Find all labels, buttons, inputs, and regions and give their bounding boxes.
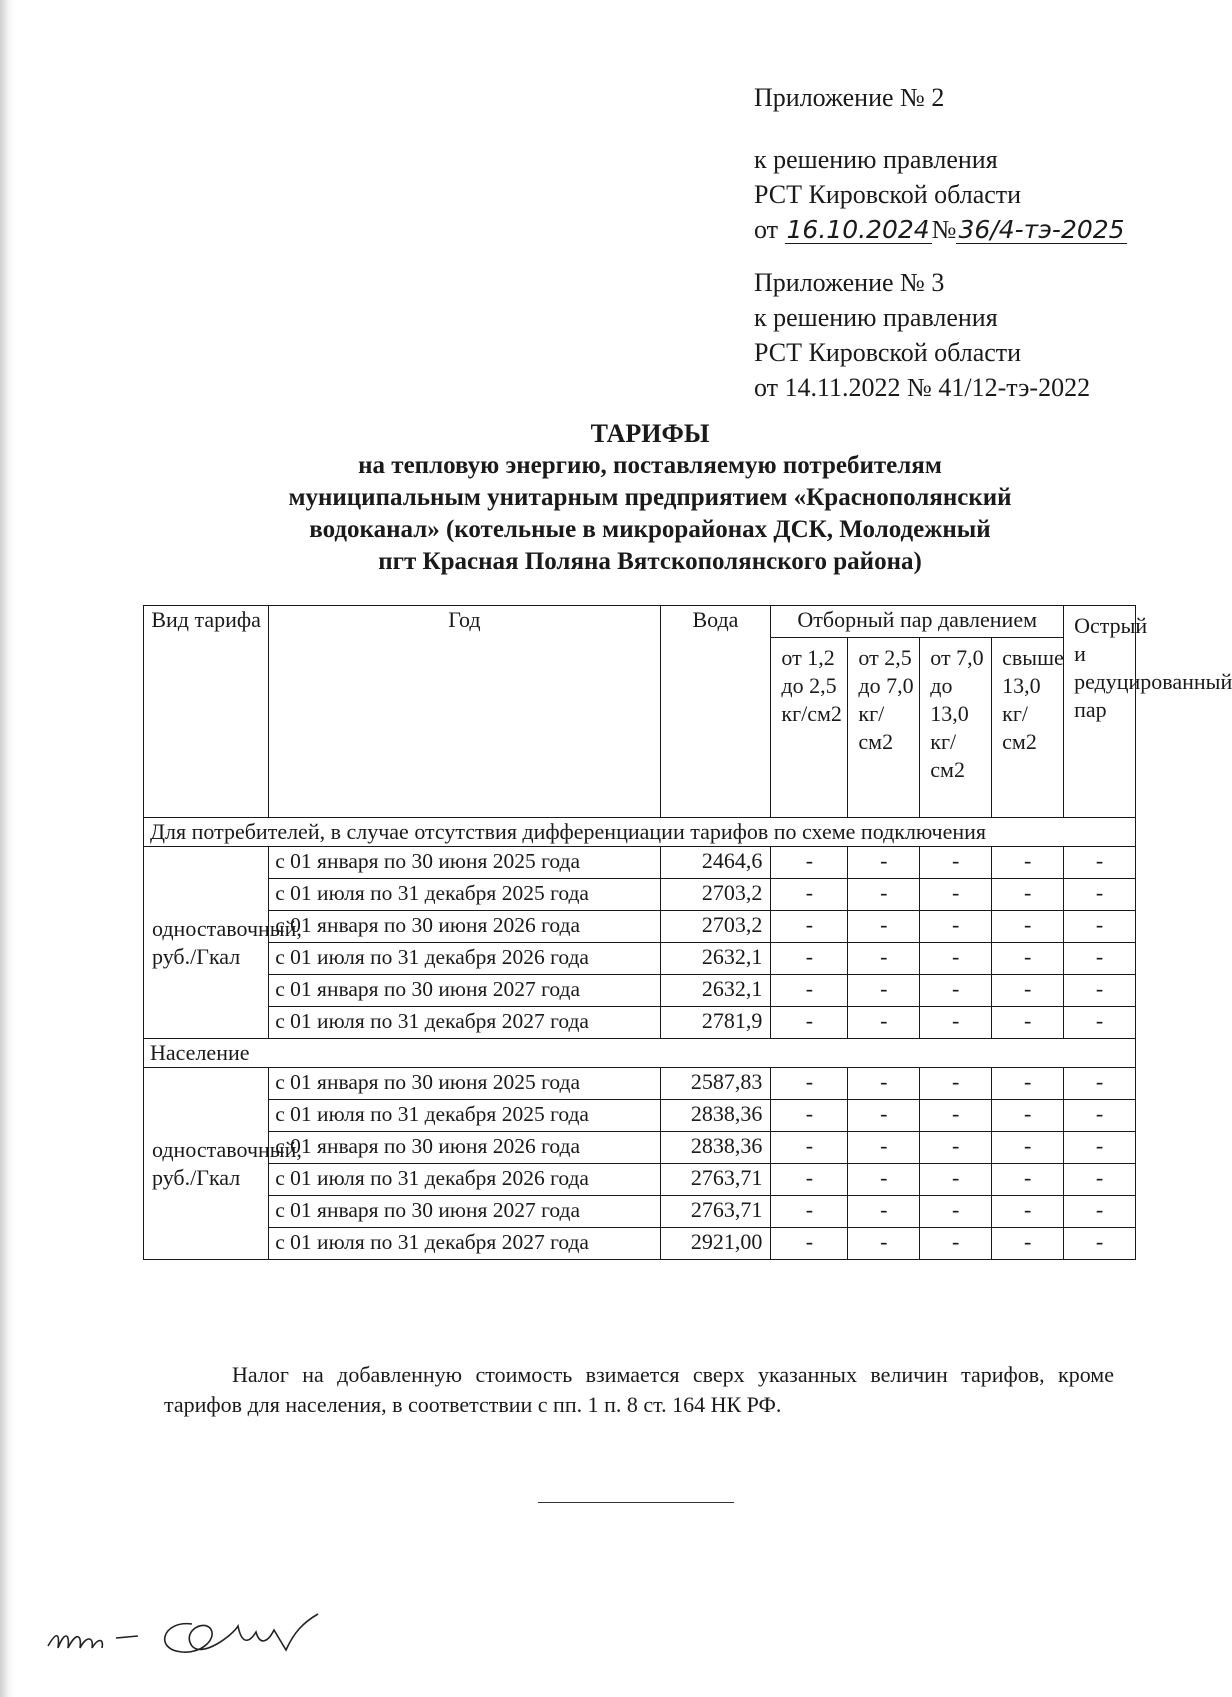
steam-2-cell: - <box>848 975 920 1007</box>
table-row <box>144 1100 1136 1132</box>
steam-3-cell: - <box>920 847 992 879</box>
header-vid-tarifa: Вид тарифа <box>144 606 269 818</box>
steam-4-cell: - <box>992 847 1064 879</box>
steam-1-cell: - <box>771 911 848 943</box>
sharp-steam-cell: - <box>1064 911 1136 943</box>
appendix-3-line2: РСТ Кировской области <box>754 338 1022 367</box>
header-steam-1-2-5: от 1,2 до 2,5 кг/см2 <box>771 638 848 818</box>
period-cell: с 01 января по 30 июня 2026 года <box>269 911 660 943</box>
steam-3-cell: - <box>920 1196 992 1228</box>
header-steam-over-13: свыше 13,0 кг/см2 <box>992 638 1064 818</box>
appendix-2-handwritten-date: 16.10.2024 <box>786 215 930 244</box>
steam-1-cell: - <box>771 879 848 911</box>
period-cell: с 01 июля по 31 декабря 2027 года <box>269 1228 660 1260</box>
heading-title: ТАРИФЫ <box>590 419 710 448</box>
sharp-steam-cell: - <box>1064 1068 1136 1100</box>
period-cell: с 01 января по 30 июня 2027 года <box>269 1196 660 1228</box>
table-row <box>144 1196 1136 1228</box>
water-tariff-cell: 2921,00 <box>660 1228 771 1260</box>
table-row <box>144 1068 1136 1100</box>
steam-2-cell: - <box>848 847 920 879</box>
section-header: Для потребителей, в случае отсутствия дифференциации тарифов по схеме подключения <box>144 818 1136 847</box>
sharp-steam-cell: - <box>1064 1164 1136 1196</box>
header-sharp-steam: Острый и редуцированный пар <box>1064 606 1136 818</box>
tariff-type-cell: одноставочный, руб./Гкал <box>144 1068 269 1260</box>
appendix-2-from-label: от <box>754 215 779 244</box>
header-steam-pressure: Отборный пар давлением <box>771 606 1064 638</box>
water-tariff-cell: 2587,83 <box>660 1068 771 1100</box>
water-tariff-cell: 2703,2 <box>660 911 771 943</box>
sharp-steam-cell: - <box>1064 879 1136 911</box>
steam-2-cell: - <box>848 1196 920 1228</box>
steam-3-cell: - <box>920 975 992 1007</box>
steam-2-cell: - <box>848 1164 920 1196</box>
steam-1-cell: - <box>771 1164 848 1196</box>
steam-2-cell: - <box>848 943 920 975</box>
steam-4-cell: - <box>992 1196 1064 1228</box>
sharp-steam-cell: - <box>1064 975 1136 1007</box>
steam-1-cell: - <box>771 1068 848 1100</box>
vat-note: Налог на добавленную стоимость взимается сверх указанных величин тарифов, кроме тарифов для населения, в соответствии с пп. 1 п. 8 ст. 164 НК РФ. <box>164 1362 1114 1417</box>
steam-2-cell: - <box>848 911 920 943</box>
steam-3-cell: - <box>920 1132 992 1164</box>
period-cell: с 01 июля по 31 декабря 2026 года <box>269 1164 660 1196</box>
steam-1-cell: - <box>771 847 848 879</box>
water-tariff-cell: 2703,2 <box>660 879 771 911</box>
header-god: Год <box>269 606 660 818</box>
water-tariff-cell: 2781,9 <box>660 1007 771 1039</box>
steam-4-cell: - <box>992 1100 1064 1132</box>
steam-1-cell: - <box>771 1196 848 1228</box>
heading-line2: муниципальным унитарным предприятием «Краснополянский <box>288 484 1012 511</box>
steam-3-cell: - <box>920 1007 992 1039</box>
steam-3-cell: - <box>920 1100 992 1132</box>
appendix-2-number-label: № <box>931 215 957 244</box>
steam-1-cell: - <box>771 1100 848 1132</box>
table-row <box>144 1007 1136 1039</box>
table-row <box>144 1228 1136 1260</box>
period-cell: с 01 января по 30 июня 2025 года <box>269 1068 660 1100</box>
appendix-2-title: Приложение № 2 <box>754 83 945 112</box>
period-cell: с 01 января по 30 июня 2025 года <box>269 847 660 879</box>
steam-1-cell: - <box>771 1228 848 1260</box>
water-tariff-cell: 2763,71 <box>660 1164 771 1196</box>
steam-2-cell: - <box>848 1132 920 1164</box>
sharp-steam-cell: - <box>1064 1228 1136 1260</box>
sharp-steam-cell: - <box>1064 1132 1136 1164</box>
steam-2-cell: - <box>848 1007 920 1039</box>
steam-2-cell: - <box>848 1228 920 1260</box>
handwritten-signature <box>42 1602 332 1664</box>
section-header: Население <box>144 1039 1136 1068</box>
table-row <box>144 1164 1136 1196</box>
period-cell: с 01 января по 30 июня 2026 года <box>269 1132 660 1164</box>
period-cell: с 01 июля по 31 декабря 2027 года <box>269 1007 660 1039</box>
period-cell: с 01 января по 30 июня 2027 года <box>269 975 660 1007</box>
table-row <box>144 943 1136 975</box>
water-tariff-cell: 2763,71 <box>660 1196 771 1228</box>
appendix-2-line2: РСТ Кировской области <box>754 180 1022 209</box>
steam-1-cell: - <box>771 943 848 975</box>
appendix-2-handwritten-number: 36/4-тэ-2025 <box>958 215 1125 244</box>
steam-4-cell: - <box>992 975 1064 1007</box>
appendix-3-line1: к решению правления <box>754 303 998 332</box>
steam-4-cell: - <box>992 911 1064 943</box>
heading-line3: водоканал» (котельные в микрорайонах ДСК, Молодежный <box>309 516 991 543</box>
period-cell: с 01 июля по 31 декабря 2025 года <box>269 879 660 911</box>
appendix-2-line3 <box>754 212 1127 247</box>
appendix-3-title: Приложение № 3 <box>754 268 945 297</box>
steam-2-cell: - <box>848 1068 920 1100</box>
appendix-3-line3: от 14.11.2022 № 41/12-тэ-2022 <box>754 373 1091 402</box>
steam-1-cell: - <box>771 1132 848 1164</box>
steam-2-cell: - <box>848 1100 920 1132</box>
scan-edge-shadow <box>0 0 14 1697</box>
steam-3-cell: - <box>920 1068 992 1100</box>
table-row <box>144 879 1136 911</box>
steam-4-cell: - <box>992 1132 1064 1164</box>
tariff-type-cell: одноставочный, руб./Гкал <box>144 847 269 1039</box>
appendix-3-block <box>754 265 1090 405</box>
appendix-2-line1: к решению правления <box>754 145 998 174</box>
water-tariff-cell: 2632,1 <box>660 975 771 1007</box>
sharp-steam-cell: - <box>1064 1196 1136 1228</box>
steam-3-cell: - <box>920 943 992 975</box>
heading-line1: на тепловую энергию, поставляемую потребителям <box>358 452 942 479</box>
steam-1-cell: - <box>771 1007 848 1039</box>
table-row <box>144 911 1136 943</box>
steam-4-cell: - <box>992 1228 1064 1260</box>
header-steam-7-13: от 7,0 до 13,0 кг/см2 <box>920 638 992 818</box>
steam-3-cell: - <box>920 911 992 943</box>
sharp-steam-cell: - <box>1064 1007 1136 1039</box>
water-tariff-cell: 2838,36 <box>660 1132 771 1164</box>
sharp-steam-cell: - <box>1064 847 1136 879</box>
steam-3-cell: - <box>920 1228 992 1260</box>
header-steam-2-5-7: от 2,5 до 7,0 кг/см2 <box>848 638 920 818</box>
sharp-steam-cell: - <box>1064 943 1136 975</box>
table-row <box>144 847 1136 879</box>
sharp-steam-cell: - <box>1064 1100 1136 1132</box>
appendix-2-block <box>754 80 1127 247</box>
document-heading <box>140 418 1160 578</box>
period-cell: с 01 июля по 31 декабря 2026 года <box>269 943 660 975</box>
water-tariff-cell: 2838,36 <box>660 1100 771 1132</box>
water-tariff-cell: 2464,6 <box>660 847 771 879</box>
steam-4-cell: - <box>992 1164 1064 1196</box>
tariffs-table <box>143 605 1232 1260</box>
steam-2-cell: - <box>848 879 920 911</box>
heading-line4: пгт Красная Поляна Вятскополянского района) <box>378 548 922 575</box>
steam-4-cell: - <box>992 943 1064 975</box>
period-cell: с 01 июля по 31 декабря 2025 года <box>269 1100 660 1132</box>
steam-1-cell: - <box>771 975 848 1007</box>
steam-4-cell: - <box>992 1068 1064 1100</box>
steam-4-cell: - <box>992 879 1064 911</box>
steam-3-cell: - <box>920 879 992 911</box>
water-tariff-cell: 2632,1 <box>660 943 771 975</box>
closing-divider <box>538 1502 734 1503</box>
header-voda: Вода <box>660 606 771 818</box>
table-row <box>144 975 1136 1007</box>
steam-4-cell: - <box>992 1007 1064 1039</box>
table-row <box>144 1132 1136 1164</box>
steam-3-cell: - <box>920 1164 992 1196</box>
